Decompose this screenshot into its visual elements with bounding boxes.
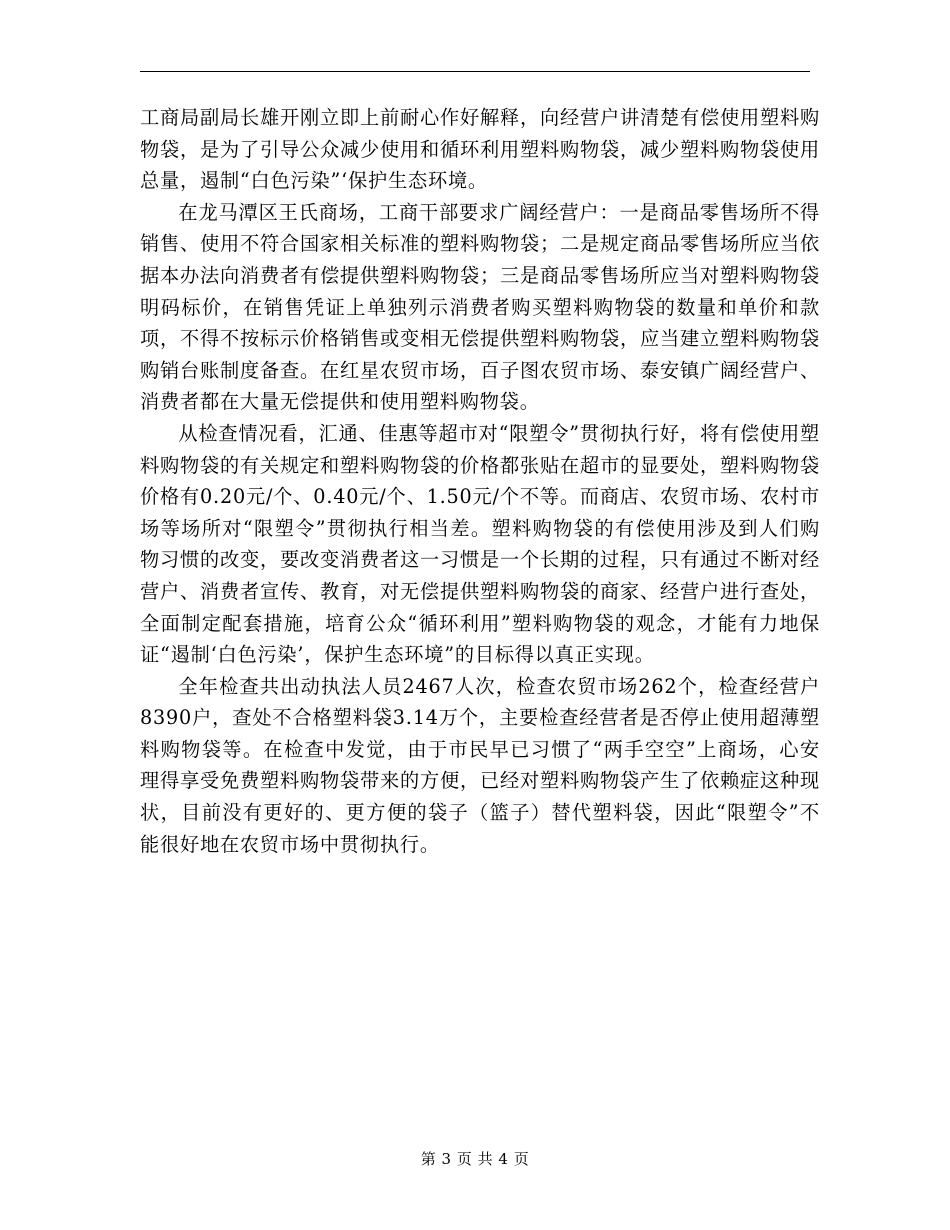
document-body: [140, 102, 820, 860]
paragraph-wangshi-market: 在龙马潭区王氏商场，工商干部要求广阔经营户：一是商品零售场所不得销售、使用不符合国家相关标准的塑料购物袋；二是规定商品零售场所应当依据本办法向消费者有偿提供塑料购物袋；三是商品零售场所应当对塑料购物袋明码标价，在销售凭证上单独列示消费者购买塑料购物袋的数量和单价和款项，不得不按标示价格销售或变相无偿提供塑料购物袋，应当建立塑料购物袋购销台账制度备查。在红星农贸市场，百子图农贸市场、泰安镇广阔经营户、消费者都在大量无偿提供和使用塑料购物袋。: [140, 200, 820, 414]
paragraph-annual-statistics: 全年检查共出动执法人员2467人次，检查农贸市场262个，检查经营户8390户，查处不合格塑料袋3.14万个，主要检查经营者是否停止使用超薄塑料购物袋等。在检查中发觉，由于市民早已习惯了“两手空空”上商场，心安理得享受免费塑料购物袋带来的方便，已经对塑料购物袋产生了依赖症这种现状，目前没有更好的、更方便的袋子（篮子）替代塑料袋，因此“限塑令”不能很好地在农贸市场中贯彻执行。: [140, 674, 820, 856]
paragraph-continuation: 工商局副局长雄开刚立即上前耐心作好解释，向经营户讲清楚有偿使用塑料购物袋，是为了引导公众减少使用和循环利用塑料购物袋，减少塑料购物袋使用总量，遏制“白色污染”‘保护生态环境。: [140, 106, 820, 193]
paragraph-inspection-findings: 从检查情况看，汇通、佳惠等超市对“限塑令”贯彻执行好，将有偿使用塑料购物袋的有关规定和塑料购物袋的价格都张贴在超市的显要处，塑料购物袋价格有0.20元/个、0.40元/个、1.50元/个不等。而商店、农贸市场、农村市场等场所对“限塑令”贯彻执行相当差。塑料购物袋的有偿使用涉及到人们购物习惯的改变，要改变消费者这一习惯是一个长期的过程，只有通过不断对经营户、消费者宣传、教育，对无偿提供塑料购物袋的商家、经营户进行查处，全面制定配套措施，培育公众“循环利用”塑料购物袋的观念，才能有力地保证“遏制‘白色污染’，保护生态环境”的目标得以真正实现。: [140, 421, 820, 667]
page-number-label: 第 3 页 共 4 页: [420, 1150, 530, 1168]
page-footer: [0, 1148, 950, 1169]
header-rule: [140, 71, 810, 72]
